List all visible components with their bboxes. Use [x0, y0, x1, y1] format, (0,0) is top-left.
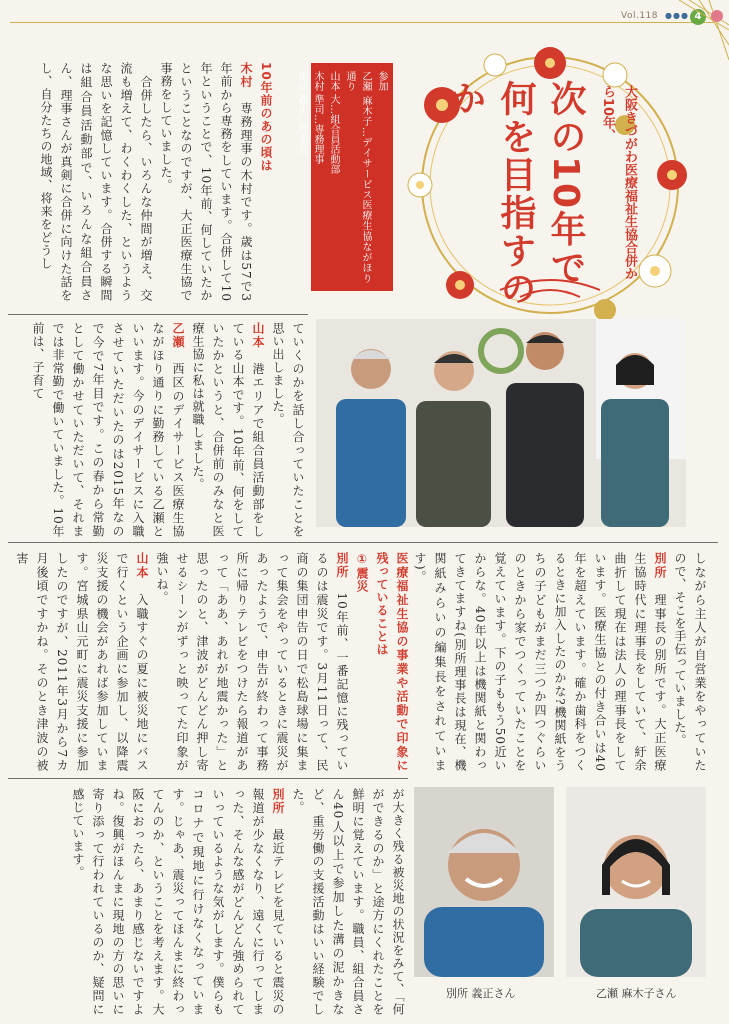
paragraph: 理事長の別所です。大正医療生協時代に理事長をしていて、紆余曲折して現在は法人の理事長をしています。医療生協との付き合いは40年を超えています。確か歯科をつくるときに加入したのかな?機関紙をうちの子どもがまだ三つか四つぐらいのときから家でつくっていたことを覚えています。下の子ももう50近いからな。40年以上は機関紙と関わってきてますね(別所理事長は現在、機関紙みらいの編集長をされています)。 [413, 552, 667, 773]
paragraph: 港エリアで組合員活動部をしている山本です。10年前、何をしていたかというと、合併前のみなと医療生協に私は就職しました。 [191, 322, 265, 539]
participants-box [296, 63, 393, 291]
divider [8, 314, 308, 315]
section-subheading: ①震災 [355, 552, 369, 593]
speaker-label: 木村 [239, 62, 253, 89]
paragraph: ていくのかを話し合っていたことを思い出しました。 [271, 322, 305, 538]
paragraph: 合併したら、いろんな仲間が増え、交流も増えて、わくわくした、というような思いを記憶しています。合併する瞬間は組合員活動部で、いろんな組合員さん、理事さんが真剣に合併に向けた話をし、自分たちの地域、将来をどうし [39, 62, 153, 303]
article-top-left [8, 62, 276, 302]
paragraph: が大きく残る被災地の状況をみて、「何ができるのか」と途方にくれたことを鮮明に覚えています。職員、組合員さん40人以上で参加した溝の泥かきなど、重労働の支援活動はいい経験でした。 [291, 788, 405, 1016]
divider [8, 542, 718, 543]
participant-line: 乙瀬 麻木子…デイサービス医療生協ながほり通り [344, 71, 371, 283]
section-heading: 医療福祉生協の事業や活動で印象に残っていることは [375, 552, 409, 772]
participants-label: 参加 [376, 71, 387, 91]
participant-line: 別所 義正…理事長 [296, 71, 307, 155]
article-middle-left [8, 322, 308, 538]
paragraph: しながら主人が自営業をやっていたので、そこを手伝っていました。 [673, 552, 707, 772]
article-bottom-left [8, 788, 408, 1016]
speaker-label: 乙瀬 [171, 322, 185, 350]
title-subtitle: 大阪きづがわ医療福祉生協合併から10年、 [600, 85, 637, 280]
article-middle-right [413, 552, 710, 773]
paragraph: 専務理事の木村です。歳は57で3年前から専務をしています。合併して10年ということで、10年前、何していたかということなのですが、大正医療生協で事務をしていました。 [159, 62, 253, 303]
page-number-badge: 4 [690, 9, 706, 25]
portrait-photo-bessho [414, 787, 554, 977]
portrait-photo-otose [566, 787, 706, 977]
section-heading: 10年前のあの頃は [259, 62, 273, 172]
page-title: 次の10年で何を目指すのか [445, 80, 586, 308]
speaker-label: 山本 [135, 552, 149, 580]
speaker-label: 山本 [251, 322, 265, 350]
article-lower-right [8, 552, 412, 772]
speaker-label: 別所 [335, 552, 349, 580]
divider [8, 778, 408, 779]
paragraph: 最近テレビを見ていると震災の報道が少なくなり、遠くに行ってしまった、そんな感がどんどん強められていっているような気がします。僕らもコロナで現地に行けなくなっています。じゃあ、震災ってほんまに終わってんのか、ということを考えます。大阪におったら、あまり感じないですよね。復興がほんまに現地の方の思いに寄り添って行われているのか、疑問に感じています。 [71, 788, 285, 1016]
paragraph: 西区のデイサービス医療生協ながほり通りに勤務している乙瀬といいます。今のデイサービスに入職させていただいたのは2015年なので今で7年目です。この春から常勤として働かせていただいて、それまでは非常勤で働いていました。10年前は、子育て [31, 322, 185, 539]
participant-line: 山本 大…組合員活動部 [328, 71, 339, 175]
header-rule [10, 22, 714, 23]
photo-caption: 別所 義正さん [446, 987, 516, 1000]
group-photo [316, 319, 686, 527]
paragraph: 入職すぐの夏に被災地にバスで行くという企画に参加し、以降震災支援の機会があれば参加しています。宮城県山元町に震災支援に参加したのですが、2011年3月から7カ月後頃ですかね。そのとき津波の被害 [15, 552, 149, 773]
speaker-label: 別所 [653, 552, 667, 580]
header-dots-icon: ●●● [665, 11, 689, 20]
photo-caption: 乙瀬 麻木子さん [596, 987, 677, 1000]
participant-line: 木村 準司…専務理事 [312, 71, 323, 165]
volume-label: Vol.118 [621, 11, 659, 21]
speaker-label: 別所 [271, 788, 285, 815]
paragraph: 10年前、一番記憶に残っているのは震災です。3月11日って、民商の集団申告の日で松島球場に集まって集会をやっているときに震災があったようで、申告が終わって事務所に帰りテレビをつけたら報道があって「ああ、あれが地震かった」と思ったのと、津波がどんどん押し寄せるシーンがずっと映ってた印象が強いね。 [155, 552, 349, 772]
